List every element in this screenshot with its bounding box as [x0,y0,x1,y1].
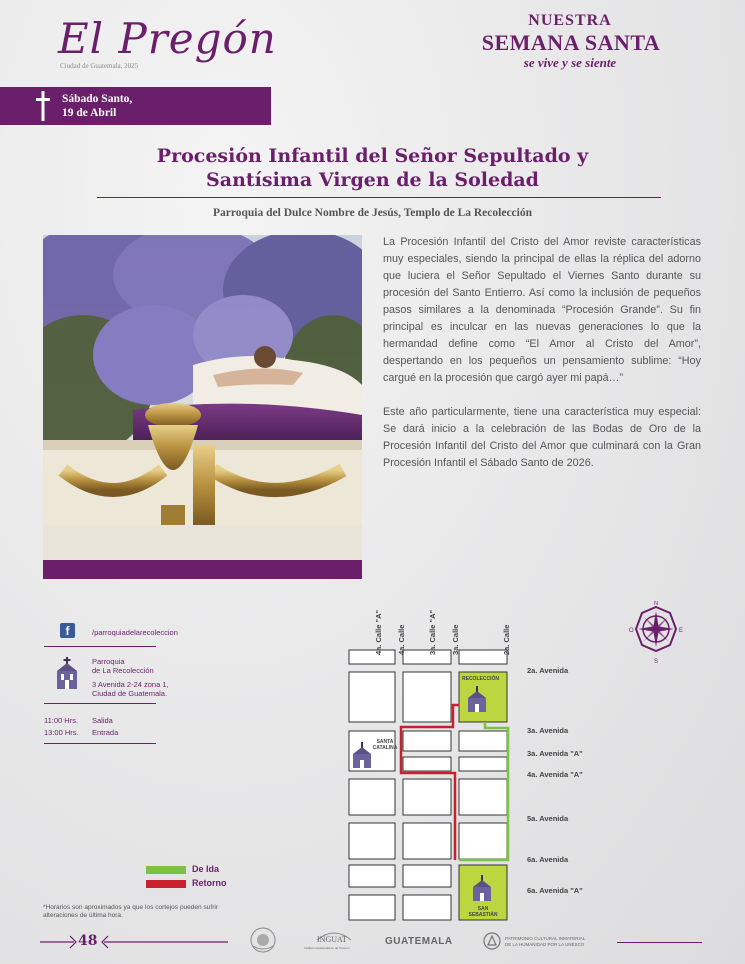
avenue-label: 6a. Avenida [527,855,569,864]
street-label: 3a. Calle [451,624,460,655]
footer-ornament-left [40,932,245,952]
cross-icon [36,91,50,121]
brand-line-1: NUESTRA [528,12,612,29]
church-icon [54,657,80,689]
map-block [349,779,395,815]
church-name-2: de La Recolección [92,666,154,675]
legend-swatch-ida [146,866,186,874]
street-label: 4a. Calle "A" [374,609,383,655]
facebook-icon[interactable]: f [60,623,75,638]
street-label: 2a. Calle [502,624,511,655]
map-block [403,823,451,859]
photo-illustration [43,235,362,560]
map-block [403,650,451,664]
inguat-logo-sub: Instituto Guatemalteco de Turismo [304,946,350,950]
page-number: 48 [78,933,98,949]
inguat-logo: INGUAT [317,935,347,944]
avenue-label: 5a. Avenida [527,814,569,823]
avenue-label: 2a. Avenida [527,666,569,675]
masthead-logo: El Pregón [58,14,277,63]
article-body [383,234,701,472]
map-block [349,895,395,920]
schedule-time-2: 13:00 Hrs. [44,728,79,737]
landmark-label: RECOLECCIÓN [462,676,499,682]
avenue-label: 4a. Avenida "A" [527,770,583,779]
map-block [459,779,507,815]
map-block [403,731,451,751]
masthead-subtitle: Ciudad de Guatemala, 2025 [60,62,139,70]
footer-rule-right [617,942,702,943]
info-divider-2 [44,703,156,704]
address-line-2: Ciudad de Guatemala. [92,689,168,698]
landmark-label: SAN SEBASTIÁN [468,906,498,918]
legend-label-ida: De Ida [192,864,220,874]
avenue-label: 6a. Avenida "A" [527,886,583,895]
procession-photo [43,235,362,560]
map-block [459,650,507,664]
map-block [403,757,451,771]
facebook-handle[interactable]: /parroquiadelarecoleccion [92,628,178,637]
coat-of-arms-icon [249,926,277,954]
landmark-label: SANTA CATALINA [372,739,398,751]
map-block [459,757,507,771]
info-divider-1 [44,646,156,647]
paragraph-1: La Procesión Infantil del Cristo del Amor reviste características muy especiales, siendo la principal de ellas la réplica del adorno que luciera el Señor Sepultado el Viernes Santo durante su procesión del Santo Entierro. Así como la inclusión de pequeños pasos similares a la denominada “Procesión Grande”. Su fin principal es inculcar en las nuevas generaciones lo que la hermandad define como “El Amor al Cristo del Amor”, despertando en los pequeños un pensamiento sublime: “Hoy cargué en la procesión que cargó ayer mi papá…” [383,236,701,384]
svg-text:S: S [653,659,659,665]
title-line-2: Santísima Virgen de la Soledad [206,169,539,191]
map-block [349,650,395,664]
brand-tagline: se vive y se siente [523,55,617,70]
street-label: 4a. Calle [397,624,406,655]
map-block [349,865,395,887]
svg-text:O: O [629,628,634,634]
info-divider-3 [44,743,156,744]
map-block [459,731,507,751]
address-line-1: 3 Avenida 2-24 zona 1, [92,680,169,689]
legend-label-retorno: Retorno [192,878,227,888]
map-block [403,865,451,887]
article-subtitle: Parroquia del Dulce Nombre de Jesús, Templo de La Recolección [212,207,532,219]
unesco-text-2: DE LA HUMANIDAD POR LA UNESCO [505,942,585,947]
legend-swatch-retorno [146,880,186,888]
svg-text:E: E [678,628,683,634]
map-block [403,895,451,920]
schedule-label-2: Entrada [92,728,119,737]
avenue-label: 3a. Avenida "A" [527,749,583,758]
title-line-1: Procesión Infantil del Señor Sepultado y [156,145,589,167]
schedule-label-1: Salida [92,716,113,725]
map-block [349,672,395,722]
date-day: Sábado Santo, [62,93,133,105]
schedule-time-1: 11:00 Hrs. [44,716,79,725]
brand-line-2: SEMANA SANTA [481,30,661,55]
schedule-disclaimer: *Horarios son aproximados ya que los cortejos pueden sufrir alteraciones de última hora. [43,904,218,919]
street-label: 3a. Calle "A" [428,609,437,655]
guatemala-logo: GUATEMALA [385,936,453,947]
paragraph-2: Este año particularmente, tiene una característica muy especial: Se dará inicio a la celebración de las Bodas de Oro de la Procesión Infantil del Cristo del Amor que culminará con la Gran Procesión Infantil el Sábado Santo de 2026. [383,406,701,469]
church-name-1: Parroquia [92,657,125,666]
compass-rose-icon [628,601,684,665]
avenue-label: 3a. Avenida [527,726,569,735]
map-block [349,823,395,859]
map-block [403,779,451,815]
title-divider [97,197,661,198]
unesco-emblem-icon [483,932,501,950]
map-block [403,672,451,722]
photo-caption-bar [43,560,362,579]
date-month: 19 de Abril [62,107,117,119]
map-block [459,823,507,859]
article-title [100,144,645,192]
svg-text:N: N [653,601,659,607]
unesco-text-1: PATRIMONIO CULTURAL INMATERIAL [505,936,586,941]
